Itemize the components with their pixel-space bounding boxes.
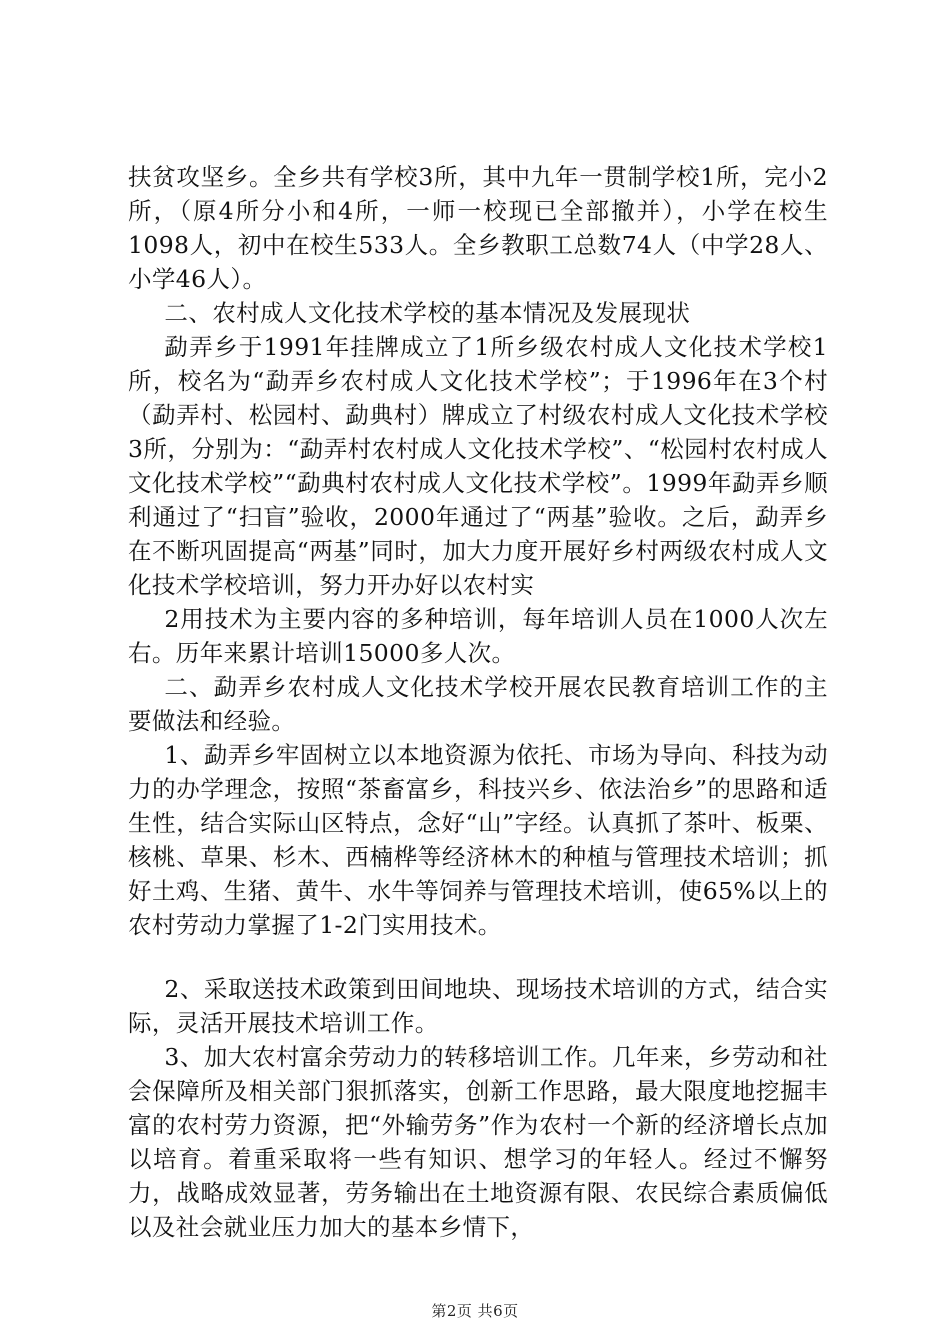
- paragraph-school-history: 勐弄乡于1991年挂牌成立了1所乡级农村成人文化技术学校1所，校名为“勐弄乡农村成人文化技术学校”；于1996年在3个村（勐弄村、松园村、勐典村）牌成立了村级农村成人文化技术学校3所，分别为：“勐弄村农村成人文化技术学校”、“松园村农村成人文化技术学校”“勐典村农村成人文化技术学校”。1999年勐弄乡顺利通过了“扫盲”验收，2000年通过了“两基”验收。之后，勐弄乡在不断巩固提高“两基”同时，加大力度开展好乡村两级农村成人文化技术学校培训，努力开办好以农村实: [128, 333, 828, 599]
- paragraph-item-2: 2、采取送技术政策到田间地块、现场技术培训的方式，结合实际，灵活开展技术培训工作。: [128, 975, 828, 1037]
- section-heading-practices: 二、勐弄乡农村成人文化技术学校开展农民教育培训工作的主要做法和经验。: [128, 673, 828, 735]
- document-body: [128, 160, 828, 1244]
- paragraph-item-1: 1、勐弄乡牢固树立以本地资源为依托、市场为导向、科技为动力的办学理念，按照“茶畜富乡，科技兴乡、依法治乡”的思路和适生性，结合实际山区特点，念好“山”字经。认真抓了茶叶、板栗、核桃、草果、杉木、西楠桦等经济林木的种植与管理技术培训；抓好土鸡、生猪、黄牛、水牛等饲养与管理技术培训，使65%以上的农村劳动力掌握了1-2门实用技术。: [128, 741, 828, 939]
- section-heading-basic-situation: 二、农村成人文化技术学校的基本情况及发展现状: [164, 299, 691, 327]
- paragraph-item-3: 3、加大农村富余劳动力的转移培训工作。几年来，乡劳动和社会保障所及相关部门狠抓落实，创新工作思路，最大限度地挖掘丰富的农村劳力资源，把“外输劳务”作为农村一个新的经济增长点加以培育。着重采取将一些有知识、想学习的年轻人。经过不懈努力，战略成效显著，劳务输出在土地资源有限、农民综合素质偏低以及社会就业压力加大的基本乡情下，: [128, 1043, 828, 1241]
- page-number-footer: 第2页 共6页: [431, 1302, 519, 1320]
- paragraph-training-totals: 2用技术为主要内容的多种培训，每年培训人员在1000人次左右。历年来累计培训15000多人次。: [128, 605, 828, 667]
- paragraph-school-stats: 扶贫攻坚乡。全乡共有学校3所，其中九年一贯制学校1所，完小2所，（原4所分小和4所，一师一校现已全部撤并），小学在校生1098人，初中在校生533人。全乡教职工总数74人（中学28人、小学46人）。: [128, 163, 828, 293]
